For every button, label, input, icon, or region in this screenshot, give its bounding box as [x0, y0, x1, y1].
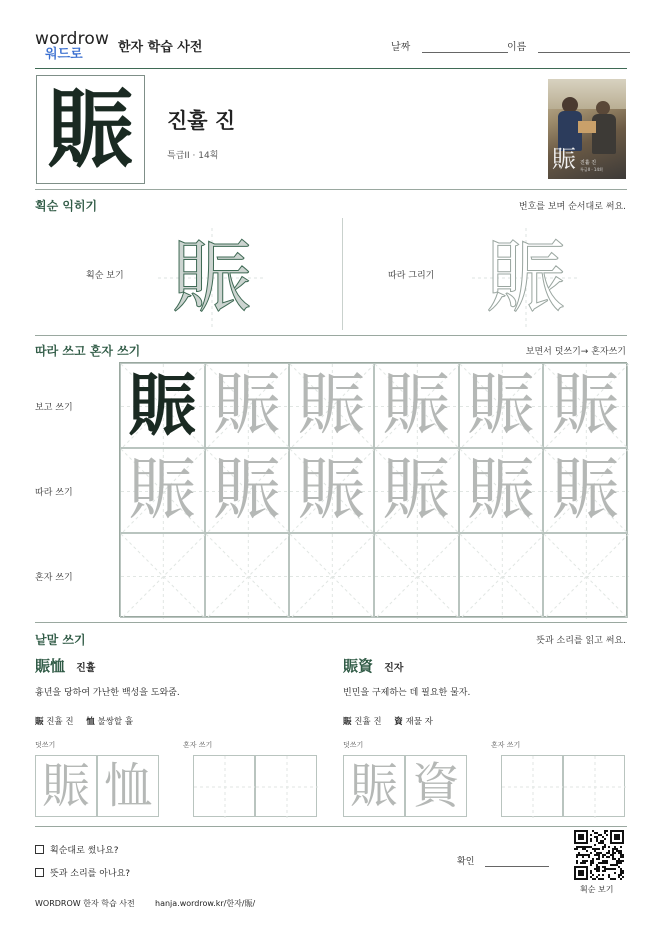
stroke-section-divider [35, 335, 627, 336]
word-1-c1-gloss: 진휼 진 [46, 717, 74, 727]
stroke-section-title: 획순 익히기 [35, 199, 98, 213]
row-label-see: 보고 쓰기 [35, 403, 73, 413]
word-alone-box[interactable] [193, 755, 255, 817]
cell-guide [206, 534, 291, 619]
model-character: 賑 [128, 365, 197, 446]
word-alone-box[interactable] [563, 755, 625, 817]
cell-guide [502, 756, 564, 818]
name-field[interactable] [507, 38, 630, 53]
word-2-c1: 賑 [343, 717, 352, 727]
thumb-caption-1: 진휼 진 [580, 160, 597, 166]
checklist-label-2: 뜻과 소리를 아나요? [50, 869, 131, 879]
thumb-caption-2: 특급II · 14획 [580, 167, 603, 172]
stroke-divider [342, 218, 343, 330]
writing-cell[interactable] [374, 533, 459, 618]
word-alone-box[interactable] [255, 755, 317, 817]
hero-character: 賑 [47, 78, 134, 180]
footer-url[interactable]: hanja.wordrow.kr/한자/賑/ [155, 899, 256, 908]
ghost-character: 賑 [212, 450, 281, 530]
ghost-character: 賑 [382, 450, 451, 530]
word-trace-box[interactable] [97, 755, 159, 817]
date-field[interactable] [391, 38, 508, 53]
writing-cell[interactable] [543, 448, 628, 533]
word-trace-box[interactable] [343, 755, 405, 817]
thumb-box [578, 121, 596, 133]
writing-cell[interactable] [459, 448, 544, 533]
word-2-trace-label: 덧쓰기 [343, 741, 364, 749]
stroke-view-label: 획순 보기 [86, 271, 124, 281]
word-2-c2: 資 [394, 717, 403, 727]
word-trace-box[interactable] [35, 755, 97, 817]
stroke-trace-character: 賑 [486, 231, 566, 324]
stroke-view-character: 賑 [172, 231, 252, 324]
word-2-c2-gloss: 재물 자 [405, 717, 433, 727]
words-section-hint: 뜻과 소리를 읽고 써요. [536, 636, 626, 646]
logo-wordmark: wordrow [35, 29, 110, 49]
ghost-character: 賑 [297, 365, 366, 445]
qr-icon [574, 830, 624, 880]
stroke-trace-label: 따라 그리기 [388, 271, 435, 281]
word-1-trace-label: 덧쓰기 [35, 741, 56, 749]
writing-section-title: 따라 쓰고 혼자 쓰기 [35, 344, 141, 358]
hero-divider [35, 189, 627, 190]
writing-cell[interactable] [289, 448, 374, 533]
word-ghost-character: 資 [411, 758, 460, 814]
logo-korean: 워드로 [45, 47, 83, 62]
checklist-item-2[interactable] [35, 866, 130, 879]
word-2-meaning: 빈민을 구제하는 데 필요한 물자. [343, 688, 471, 698]
cell-guide [460, 534, 545, 619]
date-label: 날짜 [391, 42, 411, 53]
writing-cell[interactable] [374, 448, 459, 533]
word-1-c1: 賑 [35, 717, 44, 727]
writing-cell[interactable] [459, 533, 544, 618]
confirm-label: 확인 [457, 857, 475, 867]
word-1-meaning: 흉년을 당하여 가난한 백성을 도와줌. [35, 688, 180, 698]
writing-section-divider [35, 622, 627, 623]
writing-cell[interactable] [205, 363, 290, 448]
word-2-reading: 진자 [384, 663, 404, 674]
thumb-character: 賑 [552, 145, 576, 173]
hero-thumbnail [548, 79, 626, 179]
word-alone-box[interactable] [501, 755, 563, 817]
word-2-c1-gloss: 진휼 진 [354, 717, 382, 727]
ghost-character: 賑 [551, 450, 620, 530]
word-1-c2-gloss: 불쌍할 휼 [97, 717, 134, 727]
word-trace-box[interactable] [405, 755, 467, 817]
words-section-title: 낱말 쓰기 [35, 633, 86, 647]
checklist-label-1: 획순대로 썼나요? [50, 846, 119, 856]
stroke-view-box [158, 228, 266, 328]
word-1-c2: 恤 [86, 717, 95, 727]
word-1-reading: 진휼 [76, 663, 96, 674]
hero-reading: 진휼 진 [167, 109, 236, 133]
cell-guide [375, 534, 460, 619]
cell-guide [544, 534, 629, 619]
word-ghost-character: 賑 [41, 758, 90, 814]
ghost-character: 賑 [466, 365, 535, 445]
words-section-divider [35, 826, 627, 827]
ghost-character: 賑 [382, 365, 451, 445]
cell-guide [290, 534, 375, 619]
checkbox-1[interactable] [35, 845, 44, 854]
qr-label: 획순 보기 [580, 885, 614, 894]
writing-cell[interactable] [289, 533, 374, 618]
name-label: 이름 [507, 42, 527, 53]
word-1-hanja: 賑恤 [35, 657, 66, 675]
writing-cell[interactable] [120, 363, 205, 448]
confirm-field[interactable] [457, 854, 549, 867]
writing-cell[interactable] [120, 448, 205, 533]
word-ghost-character: 賑 [349, 758, 398, 814]
ghost-character: 賑 [551, 365, 620, 445]
word-2-hanja: 賑資 [343, 657, 374, 675]
footer-brand: WORDROW 한자 학습 사전 [35, 899, 135, 908]
ghost-character: 賑 [128, 450, 197, 530]
writing-section-hint: 보면서 덧쓰기→ 혼자쓰기 [525, 347, 626, 357]
cell-guide [121, 534, 206, 619]
writing-cell[interactable] [459, 363, 544, 448]
writing-grid [119, 362, 627, 617]
word-2-alone-label: 혼자 쓰기 [491, 741, 521, 749]
word-ghost-character: 恤 [103, 758, 152, 814]
thumb-person-right-body [592, 114, 616, 154]
writing-cell[interactable] [120, 533, 205, 618]
writing-cell[interactable] [543, 363, 628, 448]
cell-guide [256, 756, 318, 818]
stroke-section-hint: 번호를 보며 순서대로 써요. [518, 202, 626, 212]
checkbox-2[interactable] [35, 868, 44, 877]
hero-character-box [36, 75, 145, 184]
writing-cell[interactable] [205, 533, 290, 618]
writing-cell[interactable] [543, 533, 628, 618]
qr-code[interactable] [574, 830, 624, 880]
row-label-alone: 혼자 쓰기 [35, 573, 73, 583]
header-divider [35, 68, 627, 69]
hero-meta: 특급II · 14획 [167, 151, 219, 161]
thumb-person-right [596, 101, 610, 115]
word-1-alone-label: 혼자 쓰기 [183, 741, 213, 749]
ghost-character: 賑 [466, 450, 535, 530]
writing-cell[interactable] [289, 363, 374, 448]
page-title: 한자 학습 사전 [118, 40, 203, 55]
checklist-item-1[interactable] [35, 843, 119, 856]
ghost-character: 賑 [297, 450, 366, 530]
ghost-character: 賑 [212, 365, 281, 445]
row-label-trace: 따라 쓰기 [35, 488, 73, 498]
cell-guide [194, 756, 256, 818]
stroke-trace-box[interactable] [472, 228, 580, 328]
cell-guide [564, 756, 626, 818]
writing-cell[interactable] [374, 363, 459, 448]
logo [35, 30, 115, 64]
writing-cell[interactable] [205, 448, 290, 533]
